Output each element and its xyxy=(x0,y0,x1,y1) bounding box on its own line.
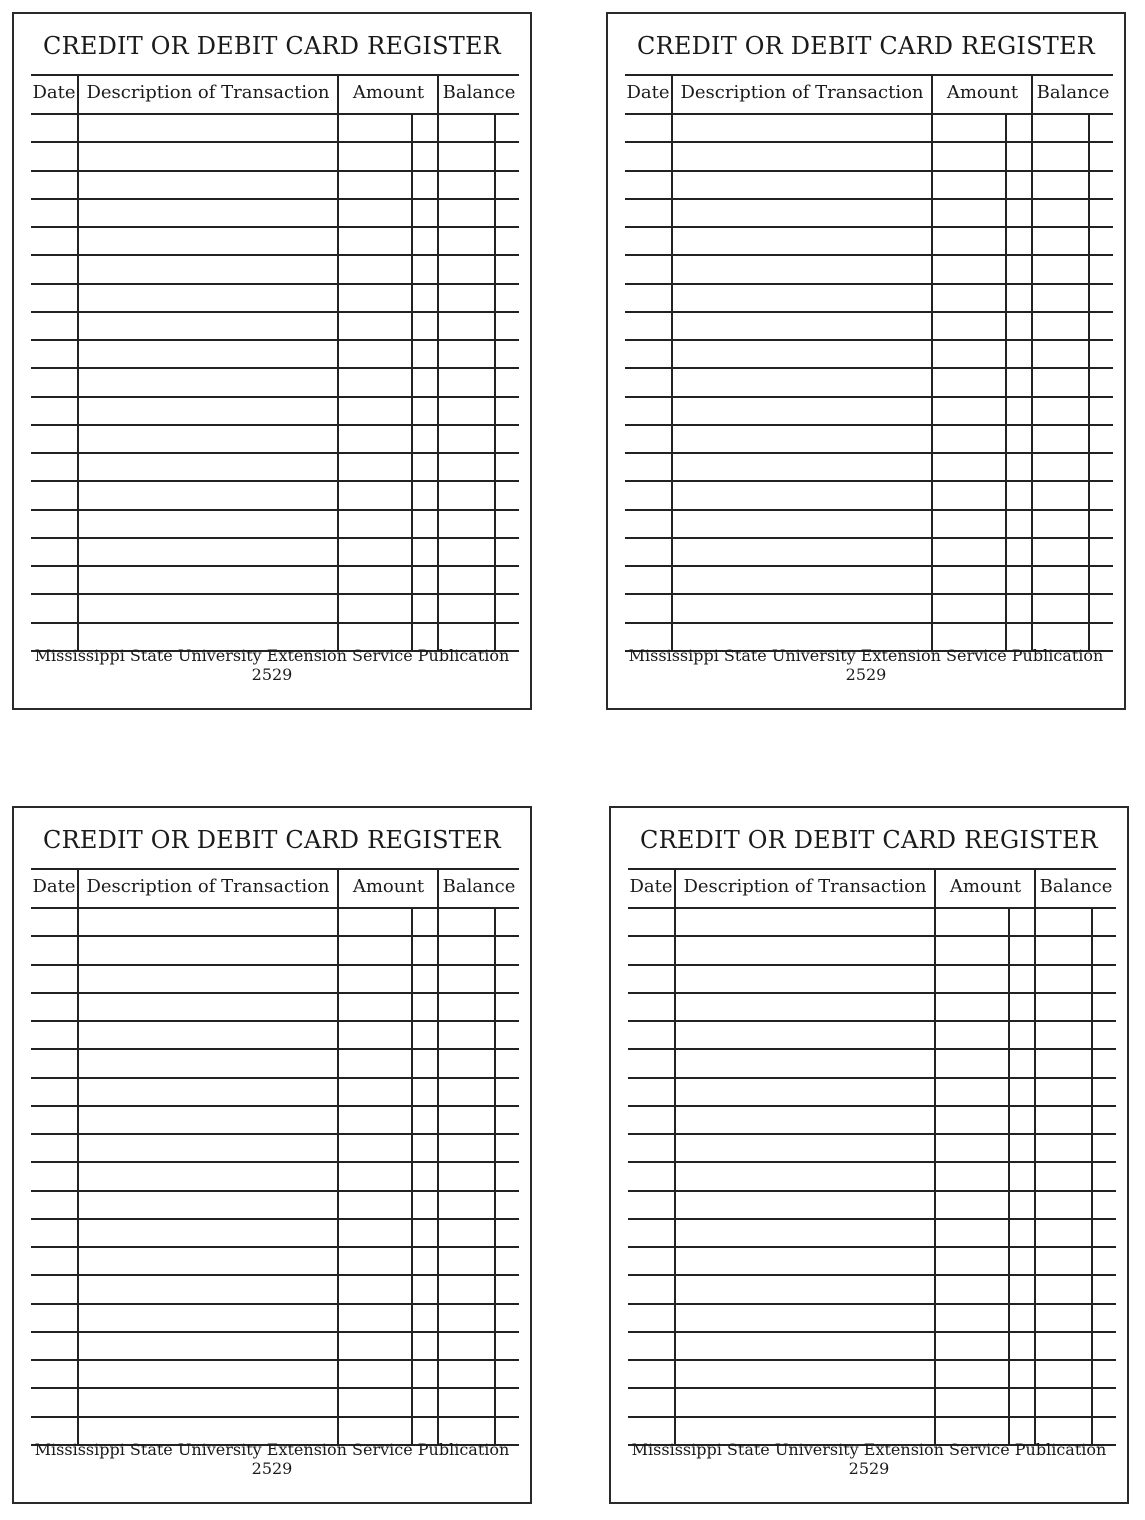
register-row-line xyxy=(31,1020,519,1022)
register-row-line xyxy=(628,1133,1116,1135)
publication-footer: Mississippi State University Extension Service Publication 2529 xyxy=(34,646,510,684)
register-row-line xyxy=(628,935,1116,937)
register-row-line xyxy=(625,593,1113,595)
column-header-date: Date xyxy=(626,82,670,103)
register-row-line xyxy=(625,480,1113,482)
register-row-line xyxy=(31,311,519,313)
column-header-amount: Amount xyxy=(949,876,1022,897)
header-bottom-rule xyxy=(625,113,1113,115)
register-row-line xyxy=(31,1048,519,1050)
register-card-3 xyxy=(12,806,532,1504)
register-row-line xyxy=(628,1048,1116,1050)
register-row-line xyxy=(625,141,1113,143)
register-row-line xyxy=(625,367,1113,369)
cents-divider xyxy=(1091,907,1093,1446)
register-row-line xyxy=(625,509,1113,511)
register-row-line xyxy=(628,1218,1116,1220)
column-header-description: Description of Transaction xyxy=(86,876,330,897)
register-row-line xyxy=(31,935,519,937)
card-title: CREDIT OR DEBIT CARD REGISTER xyxy=(43,32,501,60)
publication-footer: Mississippi State University Extension Service Publication 2529 xyxy=(34,1440,510,1478)
header-top-rule xyxy=(31,74,519,76)
register-row-line xyxy=(628,1387,1116,1389)
register-row-line xyxy=(625,198,1113,200)
card-title: CREDIT OR DEBIT CARD REGISTER xyxy=(640,826,1098,854)
register-row-line xyxy=(628,1077,1116,1079)
register-row-line xyxy=(31,537,519,539)
register-row-line xyxy=(31,141,519,143)
cents-divider xyxy=(1008,907,1010,1446)
register-row-line xyxy=(625,170,1113,172)
register-row-line xyxy=(628,1246,1116,1248)
register-row-line xyxy=(628,1190,1116,1192)
register-row-line xyxy=(31,1161,519,1163)
register-table xyxy=(625,74,1113,652)
register-row-line xyxy=(625,622,1113,624)
register-row-line xyxy=(31,1218,519,1220)
register-row-line xyxy=(625,311,1113,313)
cents-divider xyxy=(494,907,496,1446)
register-card-4 xyxy=(609,806,1129,1504)
register-row-line xyxy=(31,992,519,994)
register-card-1 xyxy=(12,12,532,710)
register-row-line xyxy=(31,622,519,624)
cents-divider xyxy=(1088,113,1090,652)
register-card-2 xyxy=(606,12,1126,710)
column-header-date: Date xyxy=(32,82,76,103)
register-row-line xyxy=(625,226,1113,228)
column-header-date: Date xyxy=(629,876,673,897)
register-row-line xyxy=(628,1020,1116,1022)
cents-divider xyxy=(1005,113,1007,652)
column-header-amount: Amount xyxy=(946,82,1019,103)
register-row-line xyxy=(625,424,1113,426)
register-row-line xyxy=(31,964,519,966)
register-row-line xyxy=(628,1105,1116,1107)
register-table xyxy=(31,868,519,1446)
register-row-line xyxy=(31,1190,519,1192)
register-row-line xyxy=(625,565,1113,567)
register-row-line xyxy=(31,452,519,454)
cents-divider xyxy=(411,907,413,1446)
cents-divider xyxy=(411,113,413,652)
column-header-amount: Amount xyxy=(352,876,425,897)
publication-footer: Mississippi State University Extension Service Publication 2529 xyxy=(631,1440,1107,1478)
register-row-line xyxy=(625,254,1113,256)
register-row-line xyxy=(628,1303,1116,1305)
register-row-line xyxy=(31,198,519,200)
column-header-balance: Balance xyxy=(1039,876,1113,897)
register-row-line xyxy=(31,170,519,172)
column-header-description: Description of Transaction xyxy=(680,82,924,103)
register-row-line xyxy=(628,1331,1116,1333)
column-header-amount: Amount xyxy=(352,82,425,103)
publication-footer: Mississippi State University Extension Service Publication 2529 xyxy=(628,646,1104,684)
register-row-line xyxy=(31,1303,519,1305)
register-row-line xyxy=(625,283,1113,285)
register-row-line xyxy=(625,537,1113,539)
card-title: CREDIT OR DEBIT CARD REGISTER xyxy=(637,32,1095,60)
column-header-description: Description of Transaction xyxy=(683,876,927,897)
register-row-line xyxy=(31,1387,519,1389)
header-bottom-rule xyxy=(31,113,519,115)
register-row-line xyxy=(31,1105,519,1107)
register-row-line xyxy=(31,367,519,369)
register-row-line xyxy=(628,1274,1116,1276)
header-top-rule xyxy=(625,74,1113,76)
register-row-line xyxy=(31,339,519,341)
column-header-date: Date xyxy=(32,876,76,897)
cents-divider xyxy=(494,113,496,652)
column-header-description: Description of Transaction xyxy=(86,82,330,103)
register-row-line xyxy=(628,1416,1116,1418)
column-header-balance: Balance xyxy=(442,876,516,897)
header-bottom-rule xyxy=(628,907,1116,909)
register-row-line xyxy=(31,1246,519,1248)
register-row-line xyxy=(625,452,1113,454)
register-row-line xyxy=(31,424,519,426)
header-top-rule xyxy=(628,868,1116,870)
column-header-balance: Balance xyxy=(1036,82,1110,103)
register-row-line xyxy=(628,964,1116,966)
register-row-line xyxy=(31,1133,519,1135)
register-table xyxy=(31,74,519,652)
register-row-line xyxy=(31,1077,519,1079)
register-row-line xyxy=(625,396,1113,398)
register-row-line xyxy=(31,1274,519,1276)
header-bottom-rule xyxy=(31,907,519,909)
register-row-line xyxy=(628,992,1116,994)
register-row-line xyxy=(31,1359,519,1361)
header-top-rule xyxy=(31,868,519,870)
register-row-line xyxy=(628,1359,1116,1361)
register-row-line xyxy=(31,509,519,511)
register-table xyxy=(628,868,1116,1446)
register-row-line xyxy=(31,226,519,228)
register-row-line xyxy=(628,1161,1116,1163)
register-row-line xyxy=(31,480,519,482)
register-row-line xyxy=(625,339,1113,341)
register-row-line xyxy=(31,593,519,595)
card-title: CREDIT OR DEBIT CARD REGISTER xyxy=(43,826,501,854)
column-header-balance: Balance xyxy=(442,82,516,103)
register-row-line xyxy=(31,1331,519,1333)
register-row-line xyxy=(31,1416,519,1418)
register-row-line xyxy=(31,283,519,285)
register-row-line xyxy=(31,396,519,398)
register-row-line xyxy=(31,565,519,567)
register-row-line xyxy=(31,254,519,256)
